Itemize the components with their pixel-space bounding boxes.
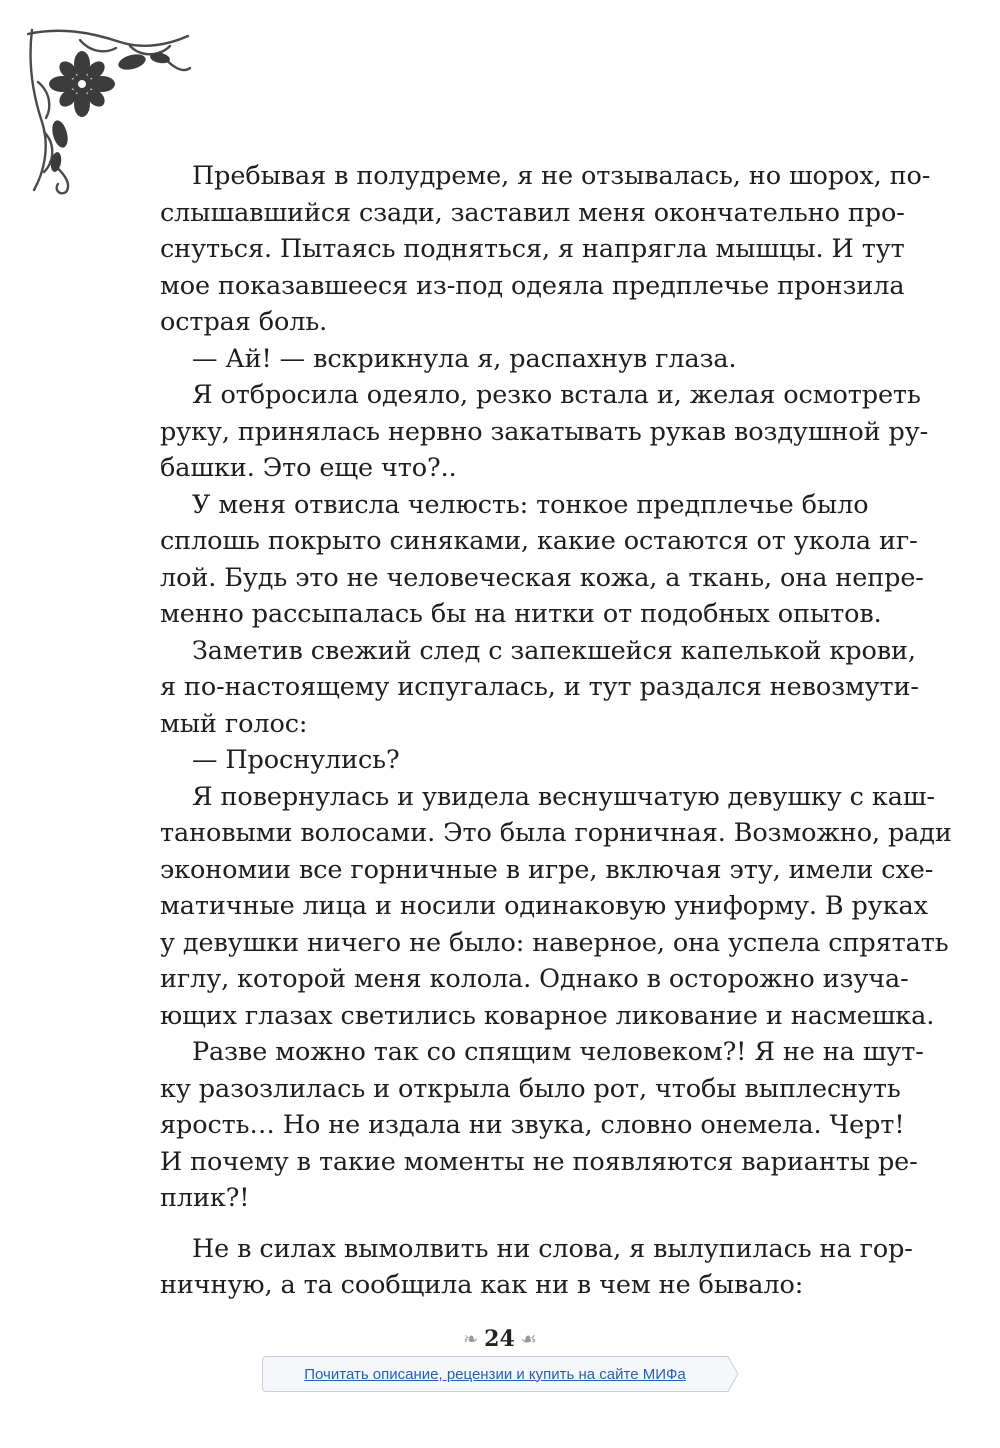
body-text [160,158,952,1304]
text-line: Заметив свежий след с запекшейся капелькой крови, [192,635,916,666]
text-line: ку разозлилась и открыла было рот, чтобы выплеснуть [160,1073,901,1104]
text-line: И почему в такие моменты не появляются варианты ре- [160,1146,918,1177]
flourish-left-icon: ❧ [463,1328,479,1350]
text-line: — Проснулись? [192,745,400,775]
text-line: острая боль. [160,307,328,337]
buy-link[interactable]: Почитать описание, рецензии и купить на сайте МИФа [304,1365,686,1383]
text-line: руку, принялась нервно закатывать рукав воздушной ру- [160,416,929,447]
text-line: тановыми волосами. Это была горничная. Возможно, ради [160,818,952,848]
text-line: слышавшийся сзади, заставил меня окончательно про- [160,197,905,228]
text-line: Я отбросила одеяло, резко встала и, желая осмотреть [192,380,921,410]
text-line: плик?! [160,1183,250,1213]
text-line: — Ай! — вскрикнула я, распахнув глаза. [192,343,737,374]
banner-arrow-tip [727,1356,739,1392]
text-line: ничную, а та сообщила как ни в чем не бывало: [160,1270,804,1300]
text-line: лой. Будь это не человеческая кожа, а ткань, она непре- [160,562,924,593]
text-line: ющих глазах светились коварное ликование и насмешка. [160,1000,935,1031]
text-line: снуться. Пытаясь подняться, я напрягла мышцы. И тут [160,234,905,264]
text-line: У меня отвисла челюсть: тонкое предплечье было [192,489,869,520]
text-line: ярость… Но не издала ни звука, словно онемела. Черт! [160,1110,905,1140]
flourish-right-icon: ☙ [520,1328,537,1350]
text-line: Пребывая в полудреме, я не отзывалась, но шорох, по- [192,161,931,191]
text-line: Не в силах вымолвить ни слова, я вылупилась на гор- [192,1233,913,1264]
text-line: сплошь покрыто синяками, какие остаются от укола иг- [160,526,918,556]
text-line: башки. Это еще что?.. [160,453,457,483]
text-line: Разве можно так со спящим человеком?! Я не на шут- [192,1037,924,1067]
text-line: экономии все горничные в игре, включая эту, имели схе- [160,854,934,885]
buy-banner[interactable] [262,1356,728,1392]
text-line: менно рассыпалась бы на нитки от подобных опытов. [160,599,882,629]
text-line: мое показавшееся из-под одеяла предплечье пронзила [160,270,905,301]
text-line: Я повернулась и увидела веснушчатую девушку с каш- [192,781,935,812]
page-number: 24 [484,1326,515,1352]
text-line: я по-настоящему испугалась, и тут раздался невозмути- [160,672,919,702]
text-line: иглу, которой меня колола. Однако в осторожно изуча- [160,964,909,994]
text-line: мый голос: [160,708,308,739]
page-number-area [0,1326,1000,1352]
text-line: у девушки ничего не было: наверное, она успела спрятать [160,927,949,958]
text-line: матичные лица и носили одинаковую униформу. В руках [160,891,928,921]
